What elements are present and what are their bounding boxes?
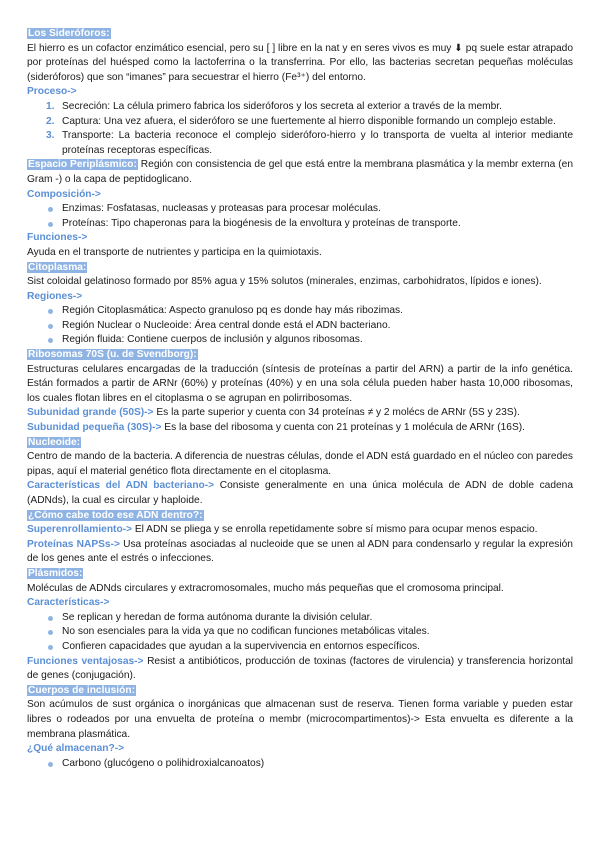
heading-siderophores: Los Sideróforos: [28, 28, 110, 39]
heading-cuerpos-inclusion: Cuerpos de inclusión: [28, 684, 135, 696]
label-composicion: Composición-> [27, 188, 101, 200]
list-item [27, 333, 573, 348]
text-caracteristicas-adn: Consiste generalmente en una única molécula de ADN de doble cadena (ADNds), la cual es circular y haploide. [27, 480, 574, 506]
heading-ribosomas: Ribosomas 70S (u. de Svendborg): [28, 349, 197, 361]
list-item-text: Región Nuclear o Nucleoide: Área central donde está el ADN bacteriano. [62, 319, 391, 331]
label-regiones: Regiones-> [27, 290, 83, 302]
regions-list [27, 304, 573, 348]
list-item [27, 319, 573, 334]
paragraph-nucleoide: Centro de mando de la bacteria. A diferencia de nuestras células, donde el ADN está guardado en el núcleo con paredes pipas, aquí el material genético flota directamente en el citoplasma. [27, 451, 573, 477]
heading-periplasmic: Espacio Periplásmico: [28, 159, 137, 171]
section-ribosomas [27, 348, 573, 436]
list-item-text: Región fluida: Contiene cuerpos de inclusión y algunos ribosomas. [62, 334, 363, 346]
list-item-text: Se replican y heredan de forma autónoma durante la división celular. [62, 611, 373, 623]
heading-plasmidos: Plásmidos: [28, 567, 83, 579]
list-item [27, 611, 573, 626]
document-page [27, 27, 573, 771]
bullet-icon [48, 645, 53, 650]
label-superenrollamiento: Superenrollamiento-> [27, 524, 133, 536]
bullet-icon [48, 324, 53, 329]
text-funciones-ventajosas: Resist a antibióticos, producción de toxinas (factores de virulencia) y transferencia horizontal de genes (conjugación). [27, 655, 573, 682]
paragraph-cuerpos-inclusion: Son acúmulos de sust orgánica o inorgánicas que almacenan sust de reserva. Tienen forma variable y pueden estar libres o rodeados por una envuelta de proteína o membr (microcompartimentos)-> Esta envuelta es diferente a la membrana plasmática. [27, 699, 573, 740]
paragraph-funciones: Ayuda en el transporte de nutrientes y participa en la quimiotaxis. [27, 246, 322, 258]
heading-adn-compactacion: ¿Cómo cabe todo ese ADN dentro?: [28, 509, 203, 521]
step-text: Transporte: La bacteria reconoce el complejo sideróforo-hierro y lo transporta de vuelta al interior mediante proteínas receptoras específicas. [62, 130, 573, 156]
bullet-icon [48, 338, 53, 343]
text-subunidad-grande: Es la parte superior y cuenta con 34 proteínas ≠ y 2 molécs de ARNr (5S y 23S). [153, 407, 520, 419]
section-plasmidos [27, 567, 573, 684]
process-list [27, 100, 573, 158]
label-caracteristicas-adn: Características del ADN bacteriano-> [27, 480, 215, 492]
process-step [27, 115, 573, 130]
list-item-text: Carbono (glucógeno o polihidroxialcanoatos) [62, 757, 265, 769]
paragraph-periplasmic: Región con consistencia de gel que está entre la membrana plasmática y la membr externa (en Gram -) o la capa de peptidoglicano. [27, 159, 573, 185]
paragraph-citoplasma: Sist coloidal gelatinoso formado por 85% agua y 15% solutos (minerales, enzimas, carbohidratos, lípidos e iones). [27, 276, 542, 288]
bullet-icon [48, 309, 53, 314]
list-item [27, 304, 573, 319]
paragraph-siderophores: El hierro es un cofactor enzimático esencial, pero su [ ] libre en la nat y en seres vivos es muy ⬇ pq suele estar atrapado por proteínas del huésped como la lactoferrina o la transferrina. Por ello, las bacterias secretan pequeñas moléculas (sideróforos) que son “imanes” para secuestrar el hierro (Fe³⁺) del entorno. [27, 42, 573, 83]
heading-citoplasma: Citoplasma: [28, 261, 87, 273]
list-item [27, 217, 573, 232]
section-nucleoide [27, 436, 573, 509]
label-subunidad-pequena: Subunidad pequeña (30S)-> [27, 422, 162, 434]
text-proteinas-naps: Usa proteínas asociadas al nucleoide que se unen al ADN para condensarlo y regular la expresión de los genes ante el estrés o infecciones. [27, 538, 573, 565]
process-step [27, 100, 573, 115]
section-adn-compactacion [27, 509, 573, 567]
label-subunidad-grande: Subunidad grande (50S)-> [27, 407, 154, 419]
label-caracteristicas: Características-> [27, 597, 110, 609]
list-item [27, 640, 573, 655]
list-item-text: Proteínas: Tipo chaperonas para la biogénesis de la envoltura y proteínas de transporte. [62, 217, 461, 229]
bullet-icon [48, 762, 53, 767]
list-item-text: Enzimas: Fosfatasas, nucleasas y proteasas para procesar moléculas. [62, 203, 381, 215]
text-superenrollamiento: El ADN se pliega y se enrolla repetidamente sobre sí mismo para ocupar menos espacio. [132, 524, 538, 536]
step-number: 1. [46, 100, 55, 112]
paragraph-ribosomas: Estructuras celulares encargadas de la traducción (síntesis de proteínas a partir del ARN) a partir de la info genética. Están formados a partir de ARNr (60%) y proteínas (40%) y en una sola célula pueden haber hasta 10,000 ribosomas, los cuales flotan libres en el citoplasma o se agrupan en polirribosomas. [27, 363, 573, 404]
list-item-text: Región Citoplasmática: Aspecto granuloso pq es donde hay más ribozimas. [62, 305, 403, 317]
section-citoplasma [27, 261, 573, 349]
list-item [27, 202, 573, 217]
process-step [27, 129, 573, 158]
bullet-icon [48, 630, 53, 635]
section-cuerpos-inclusion [27, 684, 573, 772]
step-number: 2. [46, 115, 55, 127]
label-proceso: Proceso-> [27, 86, 77, 98]
section-siderophores [27, 27, 573, 158]
step-number: 3. [46, 130, 55, 142]
paragraph-plasmidos: Moléculas de ADNds circulares y extracromosomales, mucho más pequeñas que el cromosoma principal. [27, 582, 504, 594]
section-periplasmic [27, 158, 573, 260]
bullet-icon [48, 616, 53, 621]
heading-nucleoide: Nucleoide: [28, 436, 81, 448]
bullet-icon [48, 222, 53, 227]
storage-list [27, 757, 573, 772]
bullet-icon [48, 207, 53, 212]
composition-list [27, 202, 573, 231]
step-text: Captura: Una vez afuera, el sideróforo se une fuertemente al hierro disponible formando un complejo estable. [62, 115, 556, 127]
list-item-text: No son esenciales para la vida ya que no codifican funciones metabólicas vitales. [62, 626, 430, 638]
plasmid-features-list [27, 611, 573, 655]
text-subunidad-pequena: Es la base del ribosoma y cuenta con 21 proteínas y 1 molécula de ARNr (16S). [161, 422, 525, 434]
list-item [27, 757, 573, 772]
step-text: Secreción: La célula primero fabrica los sideróforos y los secreta al exterior a través de la membr. [62, 100, 502, 112]
list-item-text: Confieren capacidades que ayudan a la supervivencia en entornos específicos. [62, 640, 420, 652]
label-funciones: Funciones-> [27, 232, 88, 244]
label-proteinas-naps: Proteínas NAPSs-> [27, 538, 120, 550]
list-item [27, 625, 573, 640]
label-que-almacenan: ¿Qué almacenan?-> [27, 743, 125, 755]
label-funciones-ventajosas: Funciones ventajosas-> [27, 655, 144, 667]
